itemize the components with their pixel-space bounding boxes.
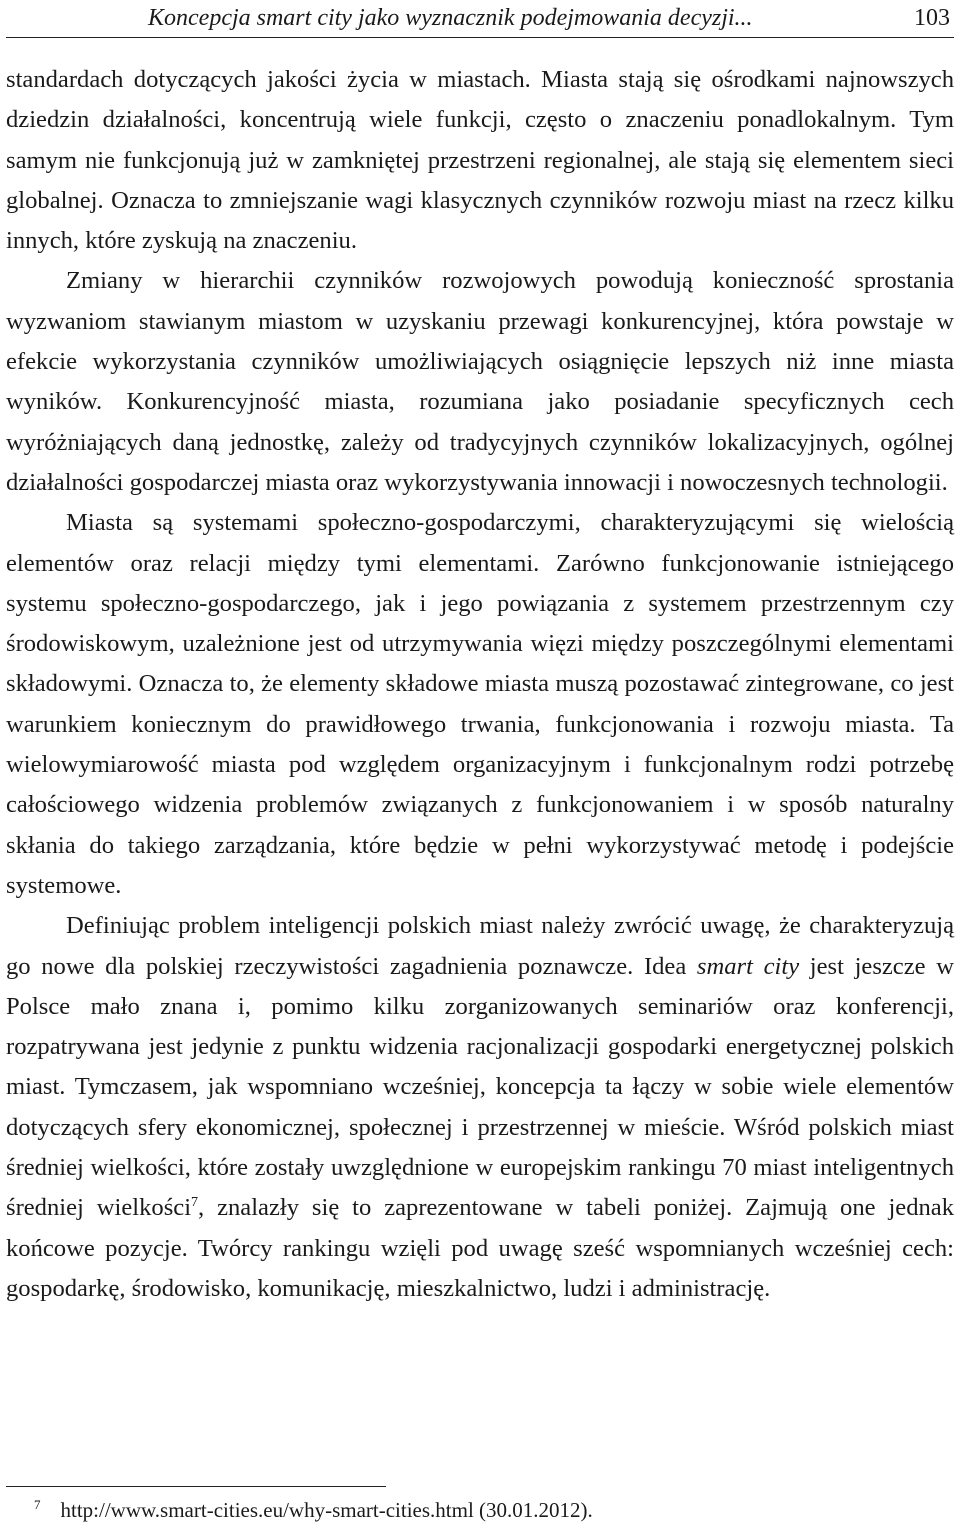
footnote-reference[interactable]: 7	[191, 1195, 199, 1211]
running-title: Koncepcja smart city jako wyznacznik podejmowania decyzji...	[148, 5, 753, 31]
smart-city-term: smart city	[696, 952, 800, 980]
paragraph-4	[6, 906, 954, 1309]
paragraph-4-part-2: jest jeszcze w Polsce mało znana i, pomimo kilku zorganizowanych seminariów oraz konferencji, rozpatrywana jest jedynie z punktu widzenia racjonalizacji gospodarki energetycznej polskich miast. Tymczasem, jak wspomniano wcześniej, koncepcja ta łączy w sobie wiele elementów dotyczących sfery ekonomicznej, społecznej i przestrzennej w mieście. Wśród polskich miast średniej wielkości, które zostały uwzględnione w europejskim rankingu 70 miast inteligentnych średniej wielkości	[6, 952, 954, 1222]
footnote	[34, 1496, 593, 1524]
page	[6, 0, 954, 1528]
paragraph-4-part-3: , znalazły się to zaprezentowane w tabeli poniżej. Zajmują one jednak końcowe pozycje. Twórcy rankingu wzięli pod uwagę sześć wspomnianych wcześniej cech: gospodarkę, środowisko, komunikację, mieszkalnictwo, ludzi i administrację.	[6, 1194, 954, 1302]
footnote-separator	[6, 1486, 386, 1487]
paragraph-1: standardach dotyczących jakości życia w miastach. Miasta stają się ośrodkami najnowszych dziedzin działalności, koncentrują wiele funkcji, często o znaczeniu ponadlokalnym. Tym samym nie funkcjonują już w zamkniętej przestrzeni regionalnej, ale stają się elementem sieci globalnej. Oznacza to zmniejszanie wagi klasycznych czynników rozwoju miast na rzecz kilku innych, które zyskują na znaczeniu.	[6, 66, 954, 255]
page-number: 103	[914, 5, 950, 31]
footnote-link[interactable]: http://www.smart-cities.eu/why-smart-cities.html (30.01.2012).	[60, 1498, 593, 1522]
body-text	[6, 60, 954, 1309]
footnote-number: 7	[34, 1497, 41, 1512]
running-header	[6, 3, 954, 38]
paragraph-2: Zmiany w hierarchii czynników rozwojowych powodują konieczność sprostania wyzwaniom stawianym miastom w uzyskaniu przewagi konkurencyjnej, która powstaje w efekcie wykorzystania czynników umożliwiających osiągnięcie lepszych niż inne miasta wyników. Konkurencyjność miasta, rozumiana jako posiadanie specyficznych cech wyróżniających daną jednostkę, zależy od tradycyjnych czynników lokalizacyjnych, ogólnej działalności gospodarczej miasta oraz wykorzystywania innowacji i nowoczesnych technologii.	[6, 267, 954, 496]
paragraph-3: Miasta są systemami społeczno-gospodarczymi, charakteryzującymi się wielością elementów oraz relacji między tymi elementami. Zarówno funkcjonowanie istniejącego systemu społeczno-gospodarczego, jak i jego powiązania z systemem przestrzennym czy środowiskowym, uzależnione jest od utrzymywania więzi między poszczególnymi elementami składowymi. Oznacza to, że elementy składowe miasta muszą pozostawać zintegrowane, co jest warunkiem koniecznym do prawidłowego trwania, funkcjonowania i rozwoju miasta. Ta wielowymiarowość miasta pod względem organizacyjnym i funkcjonalnym rodzi potrzebę całościowego widzenia problemów związanych z funkcjonowaniem i w sposób naturalny skłania do takiego zarządzania, które będzie w pełni wykorzystywać metodę i podejście systemowe.	[6, 509, 954, 899]
paragraph-4-part-1: Definiując problem inteligencji polskich miast należy zwrócić uwagę, że charakteryzują go nowe dla polskiej rzeczywistości zagadnienia poznawcze. Idea	[6, 912, 954, 980]
